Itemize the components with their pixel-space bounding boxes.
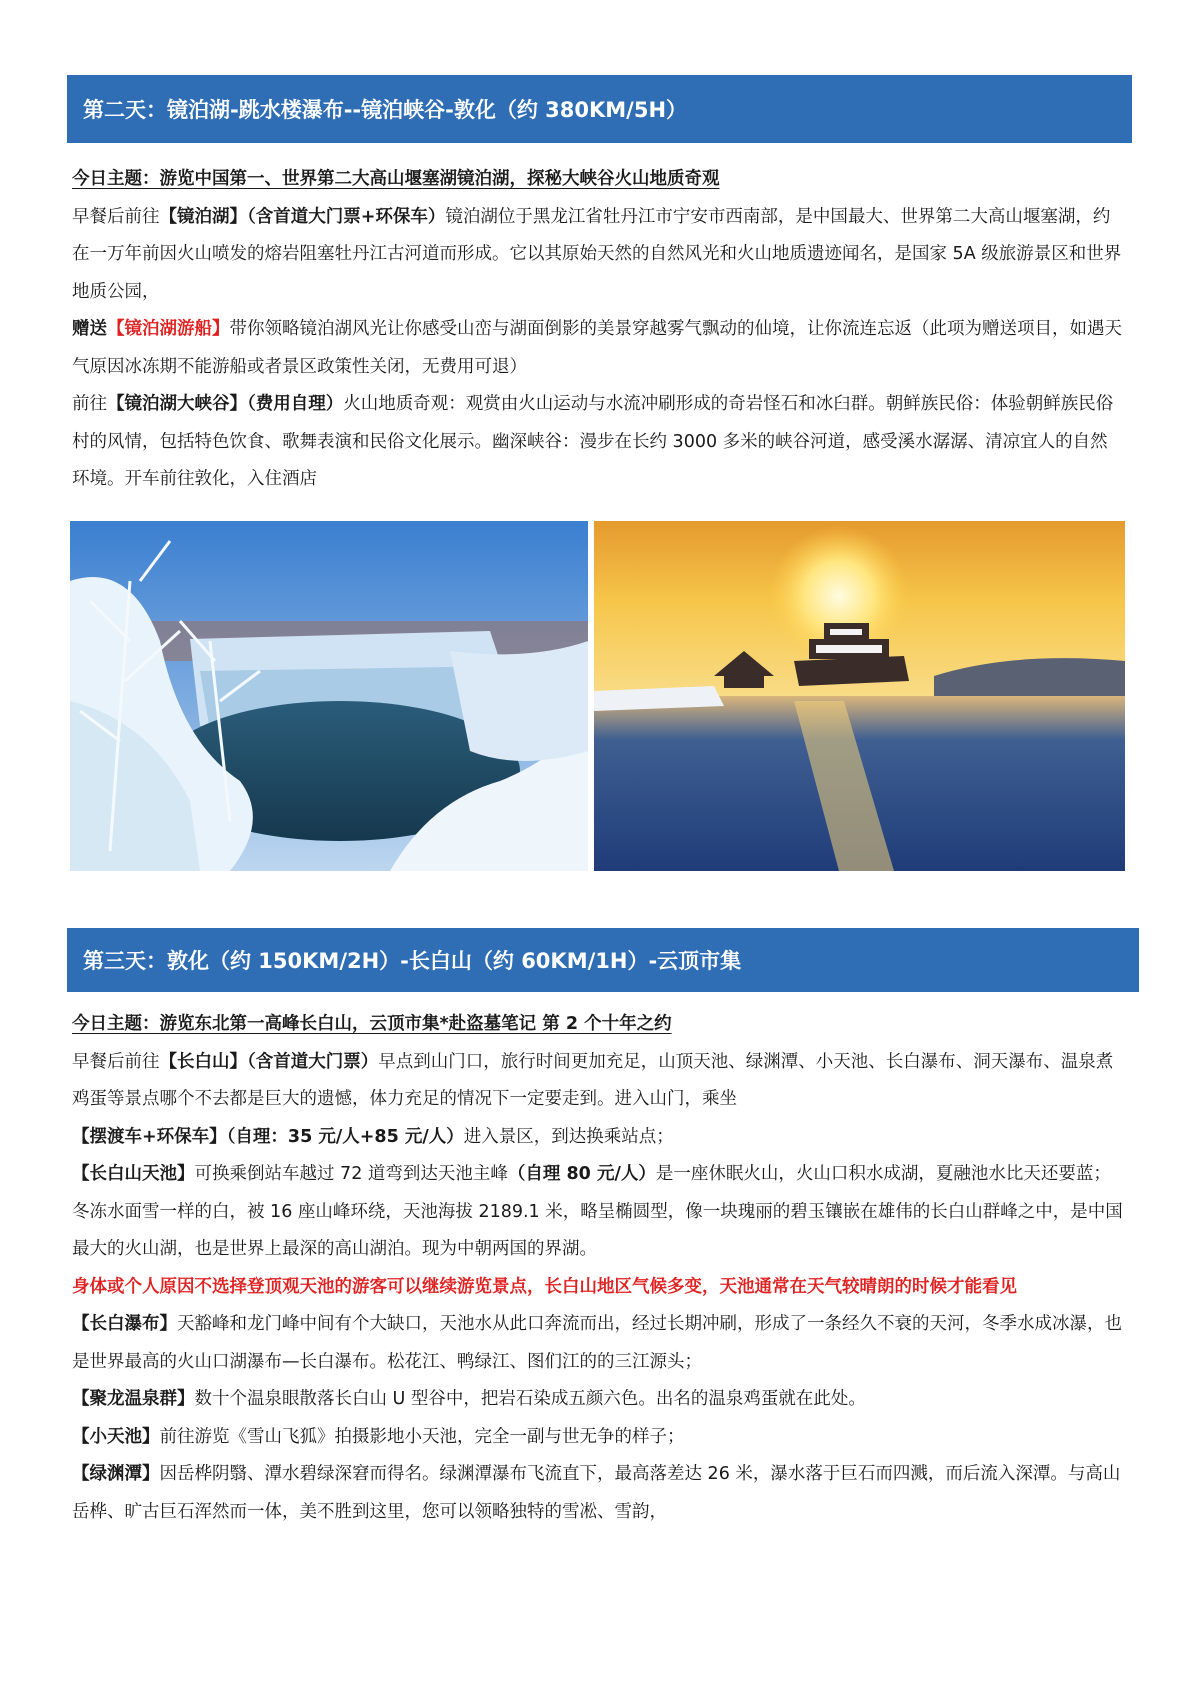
day3-paragraph-tianchi bbox=[72, 1156, 1124, 1269]
day2-p1-lead: 早餐后前往 bbox=[72, 206, 160, 227]
day3-p2-text: 可换乘倒站车越过 72 道弯到达天池主峰 bbox=[194, 1164, 508, 1184]
day2-p2-bold: 赠送 bbox=[72, 319, 107, 339]
day3-p1-bold2: 【摆渡车+环保车】（自理：35 元/人+85 元/人） bbox=[72, 1126, 464, 1147]
frozen-waterfall-photo bbox=[70, 521, 588, 871]
day2-p2-text: 带你领略镜泊湖风光让你感受山峦与湖面倒影的美景穿越雾气飘动的仙境，让你流连忘返（此项为赠送项目，如遇天气原因冰冻期不能游船或者景区政策性关闭，无费用可退） bbox=[72, 319, 1122, 377]
day2-p1-text: 镜泊湖位于黑龙江省牡丹江市宁安市西南部，是中国最大、世界第二大高山堰塞湖，约在一万年前因火山喷发的熔岩阻塞牡丹江古河道而形成。它以其原始天然的自然风光和火山地质遗迹闻名，是国家 5A 级旅游景区和世界地质公园， bbox=[72, 206, 1122, 302]
day2-photos bbox=[70, 521, 1125, 871]
day3-p6-text: 因岳桦阴翳、潭水碧绿深窘而得名。绿渊潭瀑布飞流直下，最高落差达 26 米，瀑水落于巨石而四溅，而后流入深潭。与高山岳桦、旷古巨石浑然而一体，美不胜到这里，您可以领略独特的雪凇、雪韵， bbox=[72, 1464, 1121, 1522]
day3-p5-bold: 【小天池】 bbox=[72, 1426, 160, 1447]
day2-paragraph-jingpo-lake bbox=[72, 199, 1124, 312]
day3-p2-bold2: （自理 80 元/人） bbox=[507, 1164, 656, 1184]
day2-p1-bold: 【镜泊湖】（含首道大门票+环保车） bbox=[159, 206, 446, 227]
day3-p3-bold: 【长白瀑布】 bbox=[72, 1314, 177, 1334]
ice-boat-sunset-photo bbox=[594, 521, 1125, 871]
day3-p2-text2: 是一座休眠火山，火山口积水成湖，夏融池水比天还要蓝；冬冻水面雪一样的白，被 16 座山峰环绕，天池海拔 2189.1 米，略呈椭圆型，像一块瑰丽的碧玉镶嵌在雄伟的长白山群峰之中，是中国最大的火山湖，也是世界上最深的高山湖泊。现为中朝两国的界湖。 bbox=[72, 1164, 1123, 1259]
day3-p1-text2: 进入景区，到达换乘站点； bbox=[463, 1126, 674, 1147]
day3-banner bbox=[67, 928, 1139, 992]
day2-p3-lead: 前往 bbox=[72, 394, 107, 414]
day3-theme: 今日主题：游览东北第一高峰长白山，云顶市集*赴盗墓笔记 第 2 个十年之约 bbox=[72, 1014, 672, 1034]
day3-p1-lead: 早餐后前往 bbox=[72, 1051, 160, 1072]
day2-p3-bold: 【镜泊湖大峡谷】（费用自理） bbox=[107, 394, 344, 414]
day3-paragraph-hot-springs bbox=[72, 1381, 1124, 1419]
day3-p4-text: 数十个温泉眼散落长白山 U 型谷中，把岩石染成五颜六色。出名的温泉鸡蛋就在此处。 bbox=[194, 1389, 866, 1409]
day2-body bbox=[72, 161, 1124, 499]
day3-paragraph-small-tianchi bbox=[72, 1419, 1124, 1457]
day3-p1-text: 早点到山门口，旅行时间更加充足，山顶天池、绿渊潭、小天池、长白瀑布、洞天瀑布、温泉煮鸡蛋等景点哪个不去都是巨大的遗憾，体力充足的情况下一定要走到。进入山门，乘坐 bbox=[72, 1051, 1114, 1109]
day3-p4-bold: 【聚龙温泉群】 bbox=[72, 1389, 195, 1409]
day3-body bbox=[72, 1006, 1124, 1531]
day3-banner-title: 第三天：敦化（约 150KM/2H）-长白山（约 60KM/1H）-云顶市集 bbox=[83, 949, 742, 973]
day3-p1-bold: 【长白山】（含首道大门票） bbox=[159, 1051, 379, 1072]
day3-p2-bold: 【长白山天池】 bbox=[72, 1164, 195, 1184]
day3-p6-bold: 【绿渊潭】 bbox=[72, 1464, 160, 1484]
day2-paragraph-canyon bbox=[72, 386, 1124, 499]
day2-p2-red: 【镜泊湖游船】 bbox=[107, 319, 230, 339]
day3-p5-text: 前往游览《雪山飞狐》拍摄影地小天池，完全一副与世无争的样子； bbox=[159, 1426, 685, 1447]
day3-paragraph-changbai bbox=[72, 1044, 1124, 1157]
day2-banner bbox=[67, 75, 1132, 143]
day2-theme: 今日主题：游览中国第一、世界第二大高山堰塞湖镜泊湖，探秘大峡谷火山地质奇观 bbox=[72, 169, 720, 189]
day2-paragraph-boat bbox=[72, 311, 1124, 386]
day3-paragraph-waterfall bbox=[72, 1306, 1124, 1381]
day2-banner-title: 第二天：镜泊湖-跳水楼瀑布--镜泊峡谷-敦化（约 380KM/5H） bbox=[83, 98, 688, 122]
day3-p3-text: 天豁峰和龙门峰中间有个大缺口，天池水从此口奔流而出，经过长期冲刷，形成了一条经久不衰的天河，冬季水成冰瀑，也是世界最高的火山口湖瀑布—长白瀑布。松花江、鸭绿江、图们江的的三江源头； bbox=[72, 1314, 1122, 1372]
day2-p3-text: 火山地质奇观：观赏由火山运动与水流冲刷形成的奇岩怪石和冰臼群。朝鲜族民俗：体验朝鲜族民俗村的风情，包括特色饮食、歌舞表演和民俗文化展示。幽深峡谷：漫步在长约 3000 多米的峡谷河道，感受溪水潺潺、清凉宜人的自然环境。开车前往敦化，入住酒店 bbox=[72, 394, 1114, 489]
day3-paragraph-lvyuan-pool bbox=[72, 1456, 1124, 1531]
day3-warning: 身体或个人原因不选择登顶观天池的游客可以继续游览景点，长白山地区气候多变，天池通常在天气较晴朗的时候才能看见 bbox=[72, 1276, 1017, 1297]
